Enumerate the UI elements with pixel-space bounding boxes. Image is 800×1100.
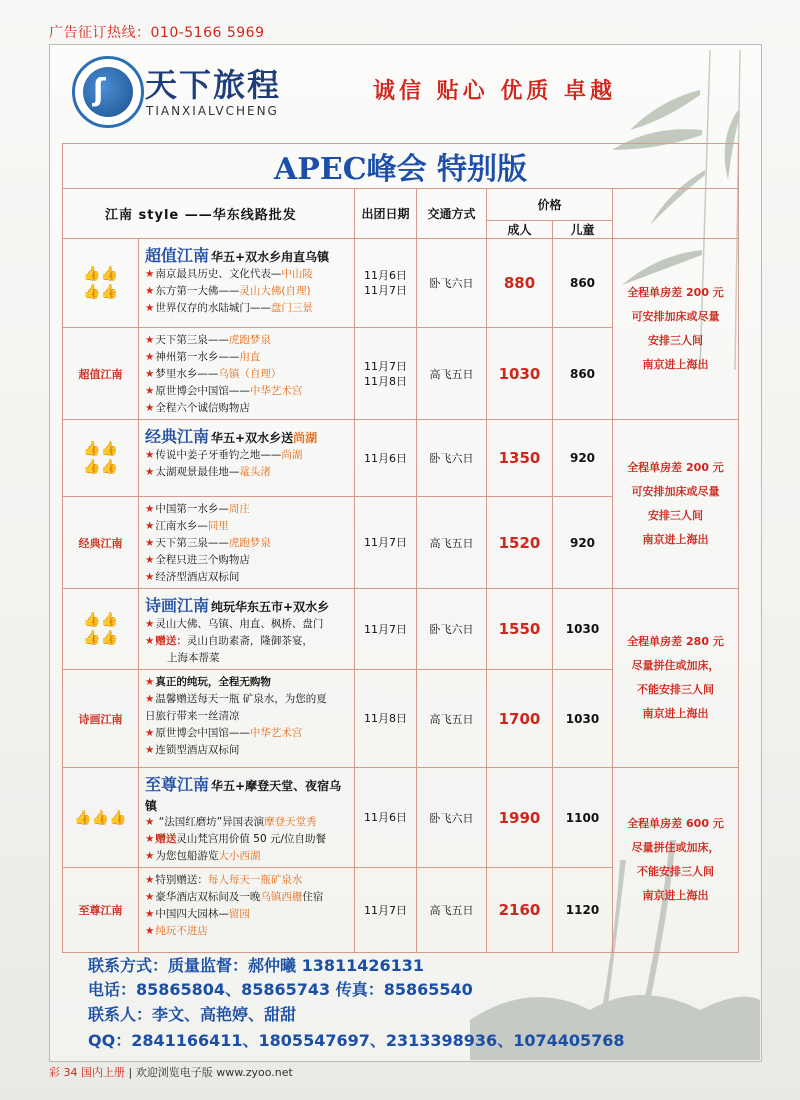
adult-price: 1550 — [487, 589, 553, 670]
transport-mode: 高飞五日 — [417, 497, 487, 589]
route-feature — [145, 366, 350, 383]
route-details — [139, 868, 355, 953]
feature-highlight: 虎跑梦泉 — [228, 537, 271, 549]
group-note — [613, 589, 739, 768]
star-icon: ★ — [145, 925, 155, 937]
transport-mode: 卧飞六日 — [417, 420, 487, 497]
departure-date: 11月6日 — [355, 420, 417, 497]
feature-text: 豪华酒店双标间及一晚 — [155, 891, 261, 903]
header-price: 价格 — [487, 189, 613, 221]
transport-mode: 卧飞六日 — [417, 239, 487, 328]
note-line: 南京进上海出 — [642, 889, 709, 902]
route-details — [139, 768, 355, 868]
route-feature — [145, 848, 350, 865]
route-feature — [145, 650, 350, 667]
feature-text: 南京最具历史、文化代表— — [155, 268, 282, 280]
note-line: 安排三人间 — [648, 509, 703, 522]
table-row — [63, 768, 739, 868]
route-label: 诗画江南 — [78, 712, 123, 726]
note-line: 南京进上海出 — [642, 358, 709, 371]
feature-text: 日旅行带来一丝清凉 — [145, 710, 240, 722]
header-note — [613, 189, 739, 239]
page-number: 彩 34 — [49, 1066, 78, 1079]
feature-highlight: 每人每天一瓶矿泉水 — [207, 874, 303, 886]
feature-highlight: 甪直 — [239, 351, 261, 363]
star-icon: ★ — [145, 833, 155, 845]
feature-highlight: 尚湖 — [281, 449, 303, 461]
header-transport: 交通方式 — [417, 189, 487, 239]
feature-text: 连锁型酒店双标间 — [155, 744, 240, 756]
group-note — [613, 239, 739, 420]
contact-phone: 电话：85865804、85865743 传真：85865540 — [88, 980, 473, 999]
feature-highlight: 虎跑梦泉 — [228, 334, 271, 346]
route-details — [139, 328, 355, 420]
feature-text: 天下第三泉—— — [155, 537, 229, 549]
route-feature — [145, 447, 350, 464]
star-icon: ★ — [145, 908, 155, 920]
route-feature — [145, 831, 350, 848]
feature-text: 灵山自助素斋，隆御茶宴， — [186, 635, 313, 647]
feature-highlight: 乌镇（自理） — [218, 368, 282, 380]
star-icon: ★ — [145, 449, 155, 461]
group-note — [613, 768, 739, 953]
feature-text: “法国红磨坊”异国表演 — [155, 816, 265, 828]
group-note — [613, 420, 739, 589]
route-label: 至尊江南 — [78, 904, 123, 917]
route-subtitle: 华五+双水乡甪直乌镇 — [211, 250, 330, 264]
thumbs-up-icon: 👍👍👍 — [74, 809, 127, 826]
star-icon: ★ — [145, 891, 155, 903]
transport-mode: 卧飞六日 — [417, 768, 487, 868]
note-line: 全程单房差 280 元 — [627, 635, 724, 648]
rating-cell — [63, 420, 139, 497]
route-label-cell — [63, 868, 139, 953]
feature-text: 传说中姜子牙垂钓之地—— — [155, 449, 282, 461]
child-price: 920 — [553, 420, 613, 497]
departure-date: 11月7日 — [355, 589, 417, 670]
note-line: 不能安排三人间 — [637, 683, 714, 696]
child-price: 860 — [553, 239, 613, 328]
rating-cell — [63, 589, 139, 670]
transport-mode: 高飞五日 — [417, 670, 487, 768]
note-line: 不能安排三人间 — [637, 865, 714, 878]
feature-tail: 住宿 — [302, 891, 324, 903]
note-line: 可安排加床或尽量 — [631, 310, 720, 323]
adult-price: 880 — [487, 239, 553, 328]
route-feature — [145, 569, 350, 586]
departure-date: 11月7日 — [355, 497, 417, 589]
star-icon: ★ — [145, 816, 155, 828]
transport-mode: 高飞五日 — [417, 868, 487, 953]
child-price: 1100 — [553, 768, 613, 868]
route-feature — [145, 633, 350, 650]
contact-qq: QQ：2841166411、1805547697、2313398936、1074405768 — [88, 1031, 625, 1050]
route-subtitle-highlight: 尚湖 — [293, 431, 318, 445]
star-icon: ★ — [145, 744, 155, 756]
route-label-cell — [63, 670, 139, 768]
note-line: 可安排加床或尽量 — [631, 485, 720, 498]
route-table — [62, 143, 739, 239]
note-line: 全程单房差 600 元 — [627, 817, 724, 830]
star-icon: ★ — [145, 635, 155, 647]
star-icon: ★ — [145, 537, 155, 549]
star-icon: ★ — [145, 874, 155, 886]
brand-slogan: 诚信 贴心 优质 卓越 — [373, 78, 616, 104]
route-feature — [145, 616, 350, 633]
feature-text: 为您包船游览 — [155, 850, 219, 862]
feature-text: 全程六个诚信购物店 — [155, 402, 250, 414]
route-feature — [145, 814, 350, 831]
feature-text: 东方第一大佛—— — [155, 285, 240, 297]
star-icon: ★ — [145, 554, 155, 566]
transport-mode: 卧飞六日 — [417, 589, 487, 670]
route-feature — [145, 349, 350, 366]
route-feature — [145, 535, 350, 552]
star-icon: ★ — [145, 676, 155, 688]
feature-highlight: 盘门三景 — [270, 302, 313, 314]
note-line: 南京进上海出 — [642, 707, 709, 720]
route-feature — [145, 501, 350, 518]
feature-highlight: 鼋头渚 — [239, 466, 271, 478]
feature-text: 经济型酒店双标间 — [155, 571, 240, 583]
header-departure: 出团日期 — [355, 189, 417, 239]
departure-date: 11月8日 — [355, 670, 417, 768]
route-feature — [145, 552, 350, 569]
route-feature — [145, 889, 350, 906]
feature-highlight: 中华艺术宫 — [249, 727, 303, 739]
star-icon: ★ — [145, 334, 155, 346]
feature-text: 神州第一水乡—— — [155, 351, 240, 363]
star-icon: ★ — [145, 268, 155, 280]
route-feature — [145, 464, 350, 481]
feature-highlight: 中山陵 — [281, 268, 313, 280]
feature-text: 梦里水乡—— — [155, 368, 219, 380]
adult-price: 1990 — [487, 768, 553, 868]
feature-highlight: 乌镇西栅 — [260, 891, 303, 903]
feature-text: 中国四大园林— — [155, 908, 229, 920]
route-title — [145, 243, 350, 266]
child-price: 1030 — [553, 670, 613, 768]
footer-text: 欢迎浏览电子版 www.zyoo.net — [135, 1066, 293, 1079]
feature-highlight: 留园 — [228, 908, 250, 920]
route-name: 经典江南 — [145, 427, 210, 446]
route-label-cell — [63, 328, 139, 420]
star-icon: ★ — [145, 351, 155, 363]
feature-text: 中国第一水乡— — [155, 503, 229, 515]
contact-supervisor: 联系方式：质量监督：郝仲曦 13811426131 — [88, 956, 425, 975]
feature-highlight: 同里 — [207, 520, 229, 532]
adult-price: 2160 — [487, 868, 553, 953]
feature-text: 原世博会中国馆—— — [155, 385, 250, 397]
star-icon: ★ — [145, 285, 155, 297]
feature-prefix: 赠送 — [155, 833, 177, 845]
star-icon: ★ — [145, 850, 155, 862]
route-title — [145, 593, 350, 616]
route-title — [145, 772, 350, 814]
feature-highlight: 中华艺术宫 — [249, 385, 303, 397]
feature-prefix: 赠送： — [155, 635, 187, 647]
child-price: 1120 — [553, 868, 613, 953]
note-line: 尽量拼住或加床， — [631, 841, 720, 854]
route-feature — [145, 742, 350, 759]
feature-highlight: 周庄 — [228, 503, 250, 515]
rating-cell — [63, 239, 139, 328]
route-label-cell — [63, 497, 139, 589]
route-feature — [145, 283, 350, 300]
header-route: 江南 style ——华东线路批发 — [63, 189, 355, 239]
star-icon: ★ — [145, 385, 155, 397]
route-groups-table — [62, 238, 739, 953]
star-icon: ★ — [145, 302, 155, 314]
feature-text: 全程只进三个购物店 — [155, 554, 250, 566]
star-icon: ★ — [145, 368, 155, 380]
route-feature — [145, 708, 350, 725]
feature-text: 江南水乡— — [155, 520, 208, 532]
feature-text: 太湖观景最佳地— — [155, 466, 240, 478]
adult-price: 1700 — [487, 670, 553, 768]
child-price: 1030 — [553, 589, 613, 670]
star-icon: ★ — [145, 618, 155, 630]
route-details — [139, 420, 355, 497]
feature-highlight: 灵山大佛(自理) — [239, 285, 311, 297]
note-line: 全程单房差 200 元 — [627, 286, 724, 299]
note-line: 尽量拼住或加床， — [631, 659, 720, 672]
feature-text: 天下第三泉—— — [155, 334, 229, 346]
thumbs-up-icon: 👍👍 👍👍 — [83, 266, 118, 300]
note-line: 南京进上海出 — [642, 533, 709, 546]
contact-persons: 联系人：李文、高艳婷、甜甜 — [88, 1005, 297, 1024]
route-details — [139, 239, 355, 328]
departure-date: 11月6日 — [355, 768, 417, 868]
adult-price: 1350 — [487, 420, 553, 497]
route-label: 经典江南 — [78, 536, 123, 550]
star-icon: ★ — [145, 503, 155, 515]
note-line: 安排三人间 — [648, 334, 703, 347]
route-details — [139, 497, 355, 589]
route-feature — [145, 383, 350, 400]
route-details — [139, 589, 355, 670]
route-feature — [145, 872, 350, 889]
route-feature — [145, 300, 350, 317]
feature-text: 灵山梵宫用价值 50 元/位自助餐 — [176, 833, 326, 845]
route-feature — [145, 674, 350, 691]
route-label: 超值江南 — [78, 367, 123, 381]
child-price: 860 — [553, 328, 613, 420]
thumbs-up-icon: 👍👍 👍👍 — [83, 441, 118, 475]
route-feature — [145, 518, 350, 535]
route-feature — [145, 332, 350, 349]
route-feature — [145, 400, 350, 417]
route-subtitle: 华五+双水乡送 — [211, 431, 294, 445]
adult-price: 1520 — [487, 497, 553, 589]
header-adult: 成人 — [487, 221, 553, 239]
footer-section: 国内上册 — [81, 1066, 125, 1079]
feature-text: 特别赠送： — [155, 874, 208, 886]
feature-highlight: 大小西湖 — [218, 850, 261, 862]
route-name: 诗画江南 — [145, 596, 210, 615]
route-feature — [145, 923, 350, 940]
departure-date: 11月6日 11月7日 — [355, 239, 417, 328]
feature-text: 灵山大佛、乌镇、甪直、枫桥、盘门 — [155, 618, 324, 630]
feature-text: 上海本帮菜 — [167, 652, 220, 664]
route-details — [139, 670, 355, 768]
route-subtitle: 华五+摩登天堂、夜宿乌镇 — [145, 779, 342, 813]
route-feature — [145, 725, 350, 742]
table-title: APEC峰会 特别版 — [63, 144, 739, 189]
departure-date: 11月7日 — [355, 868, 417, 953]
star-icon: ★ — [145, 520, 155, 532]
route-name: 至尊江南 — [145, 775, 210, 794]
note-line: 全程单房差 200 元 — [627, 461, 724, 474]
thumbs-up-icon: 👍👍 👍👍 — [83, 612, 118, 646]
brand-logo-icon: ʃ — [72, 56, 144, 128]
feature-text: 真正的纯玩，全程无购物 — [155, 676, 271, 688]
star-icon: ★ — [145, 402, 155, 414]
brand-pinyin: TIANXIALVCHENG — [146, 104, 279, 118]
star-icon: ★ — [145, 571, 155, 583]
feature-highlight: 纯玩不进店 — [155, 925, 208, 937]
feature-highlight: 摩登天堂秀 — [264, 816, 317, 828]
rating-cell — [63, 768, 139, 868]
route-title — [145, 424, 350, 447]
price-table — [62, 143, 738, 949]
brand-name: 天下旅程 — [145, 66, 282, 104]
table-row — [63, 589, 739, 670]
feature-text: 温馨赠送每天一瓶 矿泉水，为您的夏 — [155, 693, 327, 705]
table-row — [63, 420, 739, 497]
adult-price: 1030 — [487, 328, 553, 420]
route-name: 超值江南 — [145, 246, 210, 265]
child-price: 920 — [553, 497, 613, 589]
star-icon: ★ — [145, 466, 155, 478]
route-feature — [145, 266, 350, 283]
feature-text: 原世博会中国馆—— — [155, 727, 250, 739]
table-row — [63, 239, 739, 328]
route-subtitle: 纯玩华东五市+双水乡 — [211, 600, 330, 614]
header-child: 儿童 — [553, 221, 613, 239]
transport-mode: 高飞五日 — [417, 328, 487, 420]
route-feature — [145, 691, 350, 708]
feature-text: 世界仅存的水陆城门—— — [155, 302, 271, 314]
star-icon: ★ — [145, 727, 155, 739]
star-icon: ★ — [145, 693, 155, 705]
page-footer: 彩 34 国内上册 | 欢迎浏览电子版 www.zyoo.net — [49, 1066, 293, 1079]
departure-date: 11月7日 11月8日 — [355, 328, 417, 420]
ad-hotline: 广告征订热线：010-5166 5969 — [49, 25, 265, 41]
route-feature — [145, 906, 350, 923]
